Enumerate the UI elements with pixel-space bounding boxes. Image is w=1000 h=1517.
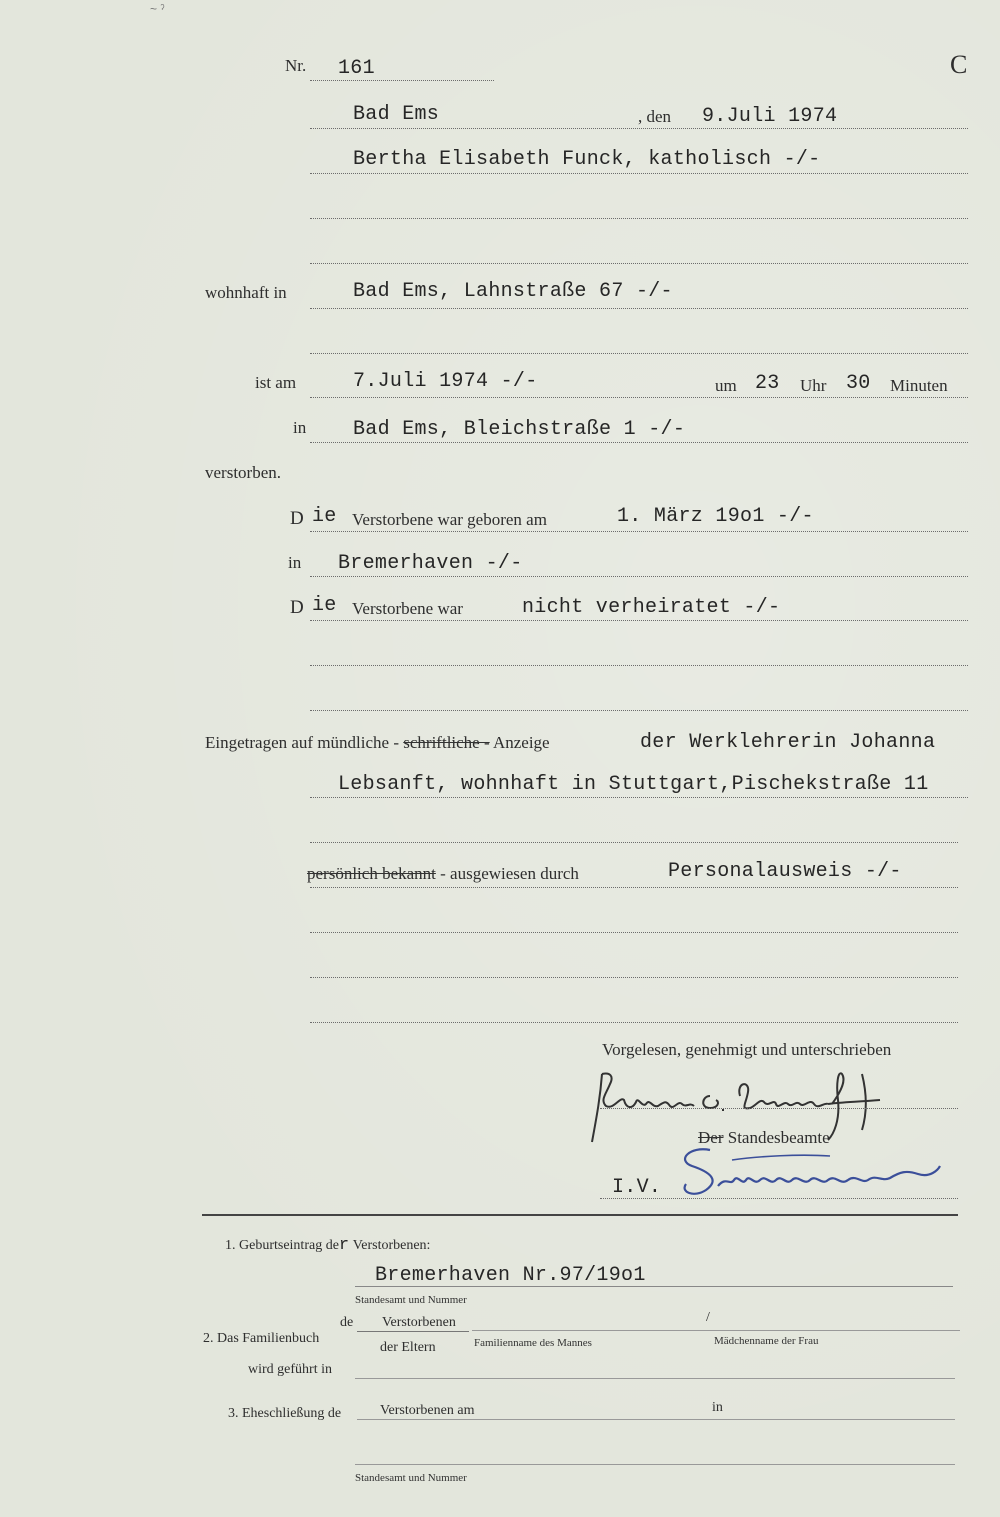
name-line (310, 173, 968, 174)
identification-label (307, 864, 579, 884)
birth-in-label: in (288, 553, 302, 572)
item3-line (357, 1419, 955, 1420)
blank-line (310, 665, 968, 666)
item2-wird-line (355, 1378, 955, 1379)
item3-line-2 (355, 1464, 955, 1465)
item2-names-line (472, 1330, 960, 1331)
informant-line-1: der Werklehrerin Johanna (640, 731, 936, 754)
marital-status: nicht verheiratet -/- (522, 596, 781, 619)
death-hour: 23 (755, 372, 780, 395)
marital-line (310, 620, 968, 621)
item3-caption: Standesamt und Nummer (355, 1472, 467, 1484)
deceased-name: Bertha Elisabeth Funck, katholisch -/- (353, 148, 821, 171)
item2-slash: / (706, 1310, 710, 1325)
known-struck: persönlich bekannt (307, 864, 436, 883)
item2-caption-husband: Familienname des Mannes (474, 1337, 592, 1349)
blank-line (310, 710, 968, 711)
in-label: in (293, 418, 307, 437)
blank-line (310, 218, 968, 219)
corner-letter: C (950, 50, 968, 79)
nr-line (310, 80, 494, 81)
um-label: um (715, 376, 737, 395)
blank-line (310, 977, 958, 978)
item2-de: de (340, 1315, 354, 1330)
marital-label: Verstorbene war (352, 599, 463, 618)
signature-line (600, 1108, 958, 1109)
registration-label (205, 733, 550, 753)
address-line (310, 308, 968, 309)
registrar-signature (670, 1140, 960, 1205)
registrar-der-struck: Der (698, 1128, 724, 1147)
birth-label: Verstorbene war geboren am (352, 510, 547, 529)
nr-value: 161 (338, 57, 375, 80)
registrar-signature-line (600, 1198, 958, 1199)
place-date-line (310, 128, 968, 129)
uhr-label: Uhr (800, 376, 827, 395)
registration-label-oral: Eingetragen auf mündliche - (205, 733, 400, 752)
marital-die-insert: ie (312, 594, 337, 617)
death-date-line (310, 397, 968, 398)
wohnhaft-label: wohnhaft in (205, 283, 287, 302)
registration-place: Bad Ems (353, 103, 440, 126)
item1-label-b: Verstorbenen: (352, 1238, 431, 1253)
informant-line-2: Lebsanft, wohnhaft in Stuttgart,Pischekstraße 11 (338, 773, 929, 796)
corner-scribble: ~ ˀ (150, 2, 165, 16)
item2-de-line (357, 1331, 469, 1332)
birth-place-line (310, 576, 968, 577)
item2-der-eltern: der Eltern (380, 1340, 436, 1355)
death-place: Bad Ems, Bleichstraße 1 -/- (353, 418, 686, 441)
item3-mid: Verstorbenen am (380, 1403, 475, 1418)
den-label: , den (638, 107, 672, 126)
birth-place: Bremerhaven -/- (338, 552, 523, 575)
read-approved-label: Vorgelesen, genehmigt und unterschrieben (602, 1040, 892, 1059)
registration-label-anzeige: Anzeige (492, 733, 550, 752)
item3-in: in (712, 1400, 723, 1415)
item1-caption: Standesamt und Nummer (355, 1294, 467, 1306)
death-place-line (310, 442, 968, 443)
item2-label: 2. Das Familienbuch (203, 1331, 320, 1346)
death-minutes: 30 (846, 372, 871, 395)
birth-die-prefix: D (290, 508, 304, 529)
item1-label (225, 1236, 430, 1255)
blank-line (310, 263, 968, 264)
item2-wird: wird geführt in (248, 1362, 332, 1377)
death-date: 7.Juli 1974 -/- (353, 370, 538, 393)
iv-label: I.V. (612, 1176, 662, 1199)
registration-date: 9.Juli 1974 (702, 105, 838, 128)
deceased-address: Bad Ems, Lahnstraße 67 -/- (353, 280, 673, 303)
minuten-label: Minuten (890, 376, 948, 395)
informant-line (310, 797, 968, 798)
blank-line (310, 842, 958, 843)
item1-line (355, 1286, 953, 1287)
blank-line (310, 353, 968, 354)
registration-label-written-struck: schriftliche - (403, 733, 490, 752)
item3-label: 3. Eheschließung de (228, 1406, 342, 1421)
item2-caption-wife: Mädchenname der Frau (714, 1335, 819, 1347)
item1-insert: r (338, 1236, 350, 1255)
birth-die-insert: ie (312, 505, 337, 528)
footer-divider (202, 1214, 958, 1216)
identified-label: - ausgewiesen durch (440, 864, 579, 883)
birth-date: 1. März 19o1 -/- (617, 505, 814, 528)
birth-date-line (310, 531, 968, 532)
item2-verstorbenen: Verstorbenen (382, 1315, 456, 1330)
identified-by: Personalausweis -/- (668, 860, 902, 883)
ist-am-label: ist am (255, 373, 297, 392)
marital-die-prefix: D (290, 597, 304, 618)
item1-value: Bremerhaven Nr.97/19o1 (375, 1264, 646, 1287)
nr-label: Nr. (285, 56, 307, 75)
verstorben-label: verstorben. (205, 463, 282, 482)
registrar-title: Standesbeamte (727, 1128, 830, 1147)
blank-line (310, 932, 958, 933)
blank-line (310, 1022, 958, 1023)
identification-line (310, 887, 958, 888)
item1-label-a: 1. Geburtseintrag de (225, 1238, 339, 1253)
